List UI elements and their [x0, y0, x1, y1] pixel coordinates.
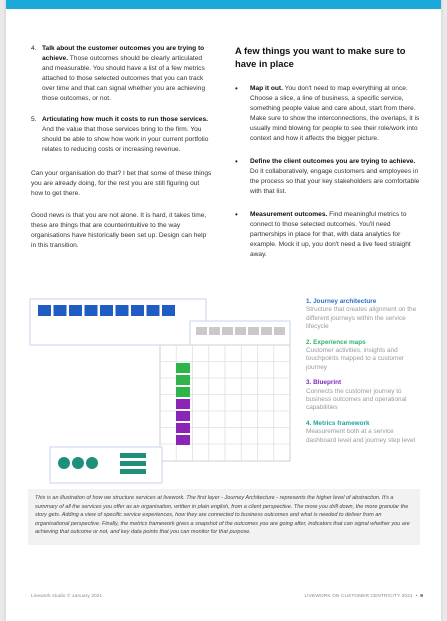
bullet-item	[235, 84, 425, 144]
legend-description: Structure that creates alignment on the different journeys within the service lifecycle	[306, 306, 417, 331]
experience-step-block	[222, 327, 233, 335]
item-text: Those outcomes should be clearly articulated and measurable. You should have a list of a few metrics attached to those selected outcomes that you can track over time and that can signal whether you are achieving those outcomes, or not.	[42, 55, 206, 102]
journey-block	[147, 305, 160, 316]
legend-item	[306, 379, 424, 413]
journey-block	[38, 305, 51, 316]
blueprint-block	[176, 435, 190, 445]
legend-title: 3. Blueprint	[306, 379, 342, 387]
footer-publication: LIVEWORK ON CUSTOMER CENTRICITY 2021	[304, 594, 413, 599]
left-column	[31, 44, 213, 263]
top-accent-bar	[6, 0, 441, 9]
body-paragraph: Good news is that you are not alone. It is hard, it takes time, these are things that are counterintuitive to the way organisations have historically been set up. Design can help in this transition.	[31, 212, 207, 249]
experience-step-block	[235, 327, 246, 335]
blueprint-block	[176, 423, 190, 433]
diagram-legend	[306, 298, 424, 452]
experience-map-row	[196, 327, 285, 335]
metric-dot	[58, 457, 70, 469]
journey-block	[85, 305, 98, 316]
metric-dot	[86, 457, 98, 469]
metric-dot	[72, 457, 84, 469]
footer-title: LIVEWORK ON CUSTOMER CENTRICITY 2021 • 9	[304, 594, 423, 599]
experience-step-block	[261, 327, 272, 335]
blueprint-block	[176, 411, 190, 421]
experience-blocks	[176, 363, 190, 397]
item-text: And the value that those services bring to the firm. You should be able to show how work in your current portfolio relates to reducing costs or increasing revenue.	[42, 126, 209, 153]
experience-step-block	[274, 327, 285, 335]
item-heading: Articulating how much it costs to run those services.	[42, 116, 208, 123]
legend-description: Connects the customer journey to business outcomes and operational capabilities	[306, 387, 407, 412]
journey-block	[54, 305, 67, 316]
page-number: 9	[420, 594, 423, 599]
journey-block	[116, 305, 129, 316]
bullet-text: Do it collaboratively, engage customers and employees in the process so that your key stakeholders are comfortable with that list.	[250, 168, 420, 195]
bullet-heading: Map it out.	[250, 85, 283, 92]
journey-block	[162, 305, 175, 316]
journey-block	[131, 305, 144, 316]
experience-block	[176, 363, 190, 373]
legend-title: 2. Experience maps	[306, 338, 366, 346]
service-structure-diagram	[26, 295, 306, 485]
bullet-heading: Define the client outcomes you are trying to achieve.	[250, 158, 416, 165]
body-paragraph: Can your organisation do that? I bet that some of these things you are already doing, for the rest you are still figuring out how to get there.	[31, 170, 212, 197]
experience-block	[176, 387, 190, 397]
journey-block	[69, 305, 82, 316]
bullet-item	[235, 210, 425, 260]
numbered-item	[31, 44, 213, 104]
experience-step-block	[209, 327, 220, 335]
bullet-heading: Measurement outcomes.	[250, 211, 328, 218]
legend-title: 1. Journey architecture	[306, 298, 377, 305]
footer-copyright: Livework studio © January 2021	[31, 594, 103, 599]
bullet-icon: •	[235, 84, 238, 93]
metric-bar	[120, 469, 146, 474]
journey-architecture-row	[38, 305, 175, 316]
bullet-text: Find meaningful metrics to connect to those selected outcomes. You'll need partnerships in place for that, with data analytics for example. Mock it up, you don't need a live feed straight away.	[250, 211, 411, 258]
legend-title: 4. Metrics framework	[306, 419, 370, 427]
legend-item	[306, 339, 424, 373]
experience-step-block	[196, 327, 207, 335]
bullet-item	[235, 157, 425, 197]
section-title: A few things you want to make sure to have in place	[235, 45, 406, 69]
numbered-item	[31, 115, 213, 155]
figure-caption: This is an illustration of how we structure services at livework. The first layer - Journey Architecture - represents the higher level of abstraction. It's a summary of all the services you offer as an organisation, written in plain english, from a client perspective. The more you drill down, the more granular the story gets. Adding a view of specific service experiences, how they are connected to business outcomes and what is needed to deliver from an organisational perspective. Finally, the metrics framework gives a snapshot of the outcomes you are going after, indicators that can signal whether you are achieving that outcome or not, and key data points that you can monitor for that purpose.	[28, 489, 420, 545]
bullet-text: You don't need to map everything at once. Choose a slice, a line of business, a specific service, something people value and care about, start from there. Make sure to show the interconnections, the overlaps, it is usually mind blowing for people to see their role/work into context and how it affects the bigger picture.	[250, 85, 420, 142]
legend-description: Customer activities, insights and touchpoints mapped to a customer journey	[306, 347, 405, 371]
right-column	[235, 44, 425, 273]
metric-bar	[120, 461, 146, 466]
journey-block	[100, 305, 113, 316]
legend-item	[306, 420, 424, 445]
experience-block	[176, 375, 190, 385]
bullet-icon: •	[235, 210, 238, 219]
item-number: 5.	[31, 116, 37, 123]
legend-item	[306, 298, 424, 332]
metric-bar	[120, 453, 146, 458]
bullet-icon: •	[235, 157, 238, 166]
experience-step-block	[248, 327, 259, 335]
item-heading: Talk about the customer outcomes you are trying to achieve.	[42, 45, 205, 62]
legend-description: Measurement both at a service dashboard level and journey step level	[306, 428, 416, 444]
document-page	[6, 0, 441, 621]
blueprint-block	[176, 399, 190, 409]
item-number: 4.	[31, 45, 37, 52]
